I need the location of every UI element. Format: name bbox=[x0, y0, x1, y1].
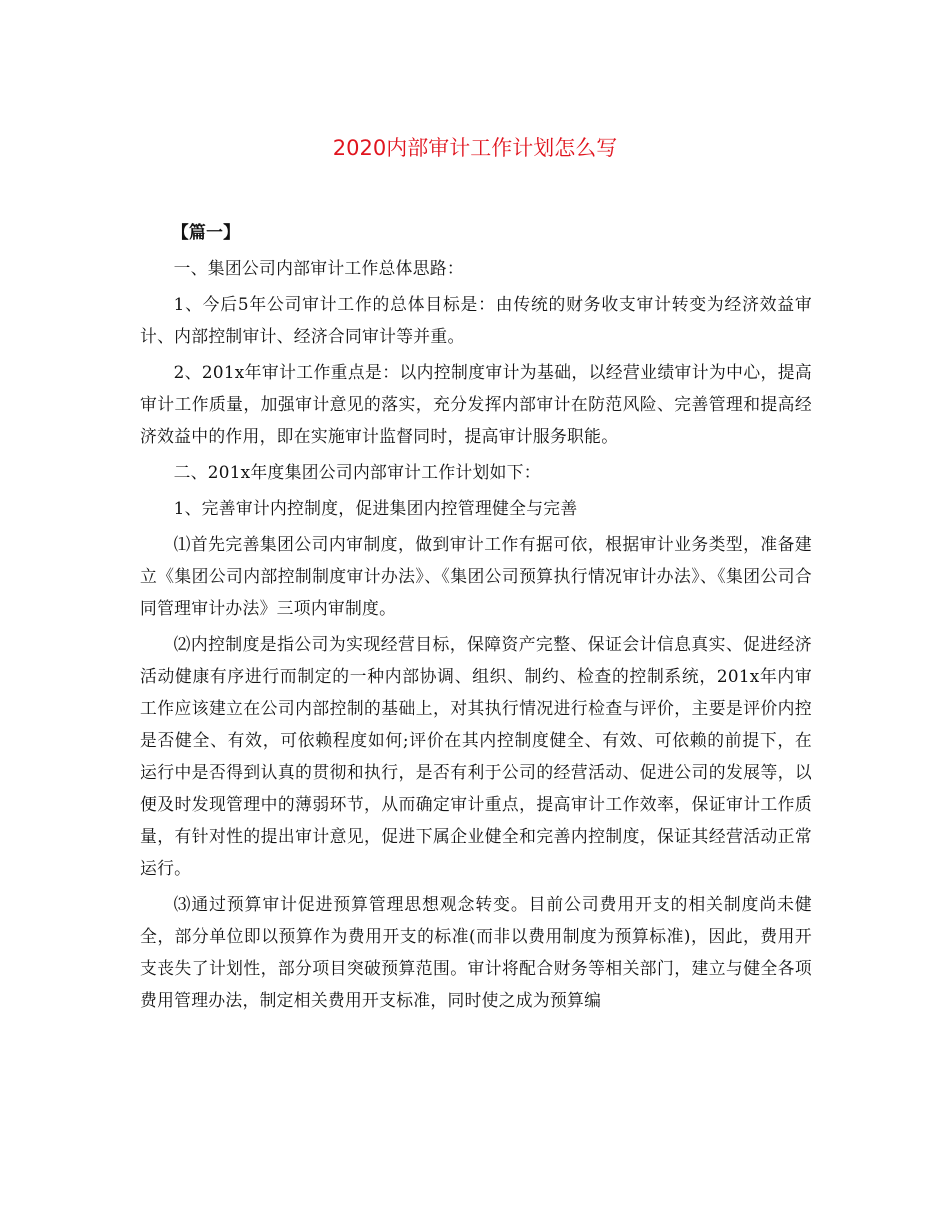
section-heading-part-one: 【篇一】 bbox=[171, 222, 241, 242]
paragraph-five-year-goal: 1、今后5年公司审计工作的总体目标是：由传统的财务收支审计转变为经济效益审计、内部控制审计、经济合同审计等并重。 bbox=[140, 294, 812, 346]
paragraph-audit-focus: 2、201x年审计工作重点是：以内控制度审计为基础，以经营业绩审计为中心，提高审计工作质量，加强审计意见的落实，充分发挥内部审计在防范风险、完善管理和提高经济效益中的作用，即在实施审计监督同时，提高审计服务职能。 bbox=[140, 362, 812, 446]
paragraph-item-2: ⑵内控制度是指公司为实现经营目标，保障资产完整、保证会计信息真实、促进经济活动健康有序进行而制定的一种内部协调、组织、制约、检查的控制系统，201x年内审工作应该建立在公司内部控制的基础上，对其执行情况进行检查与评价，主要是评价内控是否健全、有效，可依赖程度如何;评价在其内控制度健全、有效、可依赖的前提下，在运行中是否得到认真的贯彻和执行，是否有利于公司的经营活动、促进公司的发展等，以便及时发现管理中的薄弱环节，从而确定审计重点，提高审计工作效率，保证审计工作质量，有针对性的提出审计意见，促进下属企业健全和完善内控制度，保证其经营活动正常运行。 bbox=[140, 634, 812, 878]
paragraph-internal-control: 1、完善审计内控制度，促进集团内控管理健全与完善 bbox=[173, 498, 578, 518]
paragraph-overall-approach: 一、集团公司内部审计工作总体思路： bbox=[173, 258, 464, 278]
document-body bbox=[140, 216, 812, 1020]
paragraph-annual-plan: 二、201x年度集团公司内部审计工作计划如下： bbox=[173, 462, 541, 482]
paragraph-item-3: ⑶通过预算审计促进预算管理思想观念转变。目前公司费用开支的相关制度尚未健全，部分单位即以预算作为费用开支的标准(而非以费用制度为预算标准)，因此，费用开支丧失了计划性，部分项目突破预算范围。审计将配合财务等相关部门，建立与健全各项费用管理办法，制定相关费用开支标准，同时使之成为预算编 bbox=[140, 894, 812, 1010]
document-title: 2020内部审计工作计划怎么写 bbox=[332, 136, 618, 160]
paragraph-item-1: ⑴首先完善集团公司内审制度，做到审计工作有据可依，根据审计业务类型，准备建立《集团公司内部控制制度审计办法》、《集团公司预算执行情况审计办法》、《集团公司合同管理审计办法》三项内审制度。 bbox=[140, 534, 812, 618]
